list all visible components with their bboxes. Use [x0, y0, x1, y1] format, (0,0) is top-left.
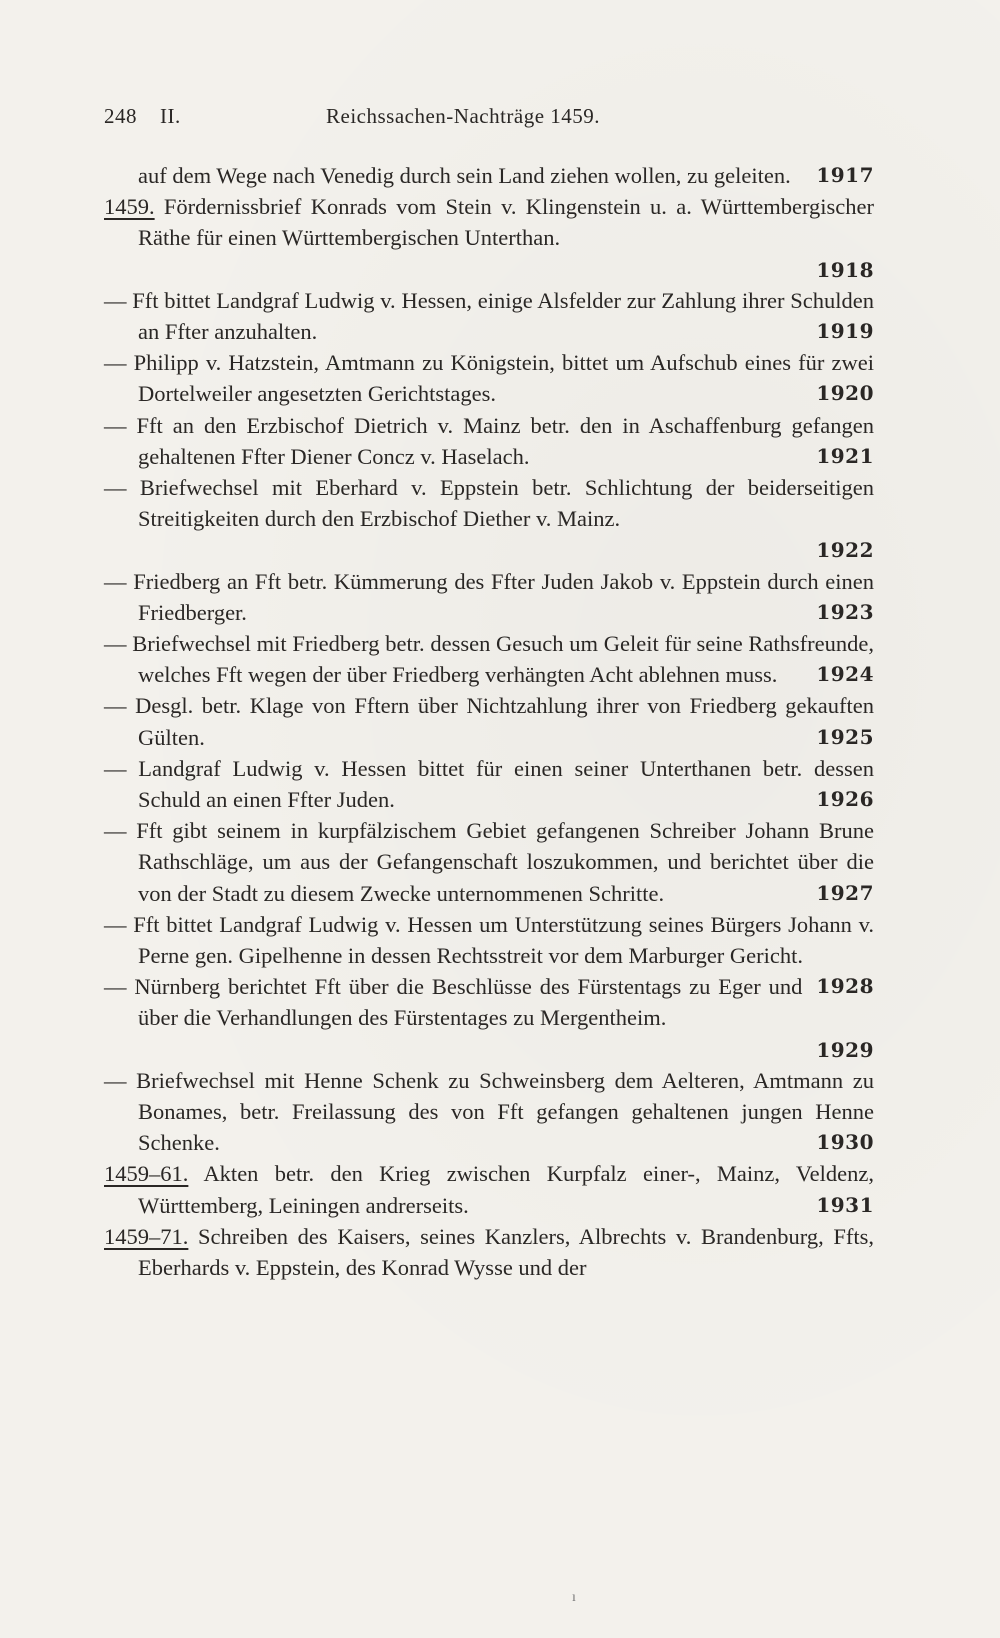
entry-dash: — [104, 911, 127, 937]
entry-number-line [104, 534, 874, 565]
entry-dash: — [104, 1067, 127, 1093]
entry-text: Friedberg an Fft betr. Kümmerung des Ffter Juden Jakob v. Eppstein durch einen Friedberger. [133, 568, 875, 625]
entry-number: 1930 [816, 1130, 874, 1155]
entry-text: Desgl. betr. Klage von Fftern über Nichtzahlung ihrer von Friedberg gekauften Gülten. [135, 693, 874, 750]
entry-body [104, 971, 874, 1033]
entry-text: Fft bittet Landgraf Ludwig v. Hessen, einige Alsfelder zur Zahlung ihrer Schulden an Ffter anzuhalten. [132, 287, 874, 344]
entry-text: Philipp v. Hatzstein, Amtmann zu Königstein, bittet um Aufschub eines für zwei Dortelweiler angesetzten Gerichtstages. [133, 350, 875, 407]
entry-date: 1459–71. [104, 1223, 189, 1249]
entry-text: Fördernissbrief Konrads vom Stein v. Klingenstein u. a. Württembergischer Räthe für einen Württembergischen Unterthan. [138, 194, 874, 251]
entry-dash: — [104, 631, 127, 657]
entry-text: Nürnberg berichtet Fft über die Beschlüsse des Fürstentags zu Eger und über die Verhandlungen des Fürstentages zu Mergentheim. [134, 974, 803, 1031]
entry-dash: — [104, 350, 127, 376]
entry-body [104, 1065, 874, 1159]
entry-body [104, 285, 874, 347]
entry-dash: — [104, 568, 127, 594]
register-entry [104, 1221, 874, 1283]
register-entry [104, 1158, 874, 1220]
register-text [104, 160, 874, 1283]
register-entry [104, 410, 874, 472]
register-entry [104, 285, 874, 347]
entry-body [104, 1221, 874, 1283]
entry-number: 1918 [816, 257, 874, 282]
entry-body [104, 909, 874, 999]
register-entry [104, 971, 874, 1065]
entry-number: 1923 [816, 599, 874, 624]
page-mark: ı [572, 1590, 576, 1605]
entry-body [104, 690, 874, 752]
register-entry [104, 472, 874, 566]
register-entry [104, 628, 874, 690]
entry-number: 1928 [816, 974, 874, 999]
entry-text: Schreiben des Kaisers, seines Kanzlers, Albrechts v. Brandenburg, Ffts, Eberhards v. Eppstein, des Konrad Wysse und der [138, 1223, 874, 1281]
entry-text: auf dem Wege nach Venedig durch sein Land ziehen wollen, zu geleiten. [138, 163, 791, 188]
register-entry [104, 753, 874, 815]
entry-dash: — [104, 412, 127, 438]
entry-number: 1931 [816, 1192, 874, 1217]
register-entry [104, 191, 874, 285]
entry-text: Fft an den Erzbischof Dietrich v. Mainz betr. den in Aschaffenburg gefangen gehaltenen Ffter Diener Concz v. Haselach. [136, 412, 874, 469]
entry-dash: — [104, 475, 127, 501]
entry-text: Briefwechsel mit Friedberg betr. dessen Gesuch um Geleit für seine Rathsfreunde, welches Fft wegen der über Friedberg verhängten Acht ablehnen muss. [132, 631, 875, 688]
continuation-entry [104, 160, 874, 191]
register-entry [104, 566, 874, 628]
entry-body [104, 815, 874, 909]
entry-dash: — [104, 974, 127, 1000]
entry-number: 1927 [816, 880, 874, 905]
entry-number-line [104, 254, 874, 285]
entry-number: 1921 [816, 443, 874, 468]
entry-body [104, 1158, 874, 1220]
entry-text: Fft bittet Landgraf Ludwig v. Hessen um Unterstützung seines Bürgers Johann v. Perne gen. Gipelhenne in dessen Rechtsstreit vor dem Marburger Gericht. [133, 911, 874, 969]
entry-dash: — [104, 818, 127, 844]
entry-dash: — [104, 755, 127, 781]
entry-dash: — [104, 693, 127, 719]
entry-text: Briefwechsel mit Henne Schenk zu Schweinsberg dem Aelteren, Amtmann zu Bonames, betr. Freilassung des von Fft gefangen gehaltenen jungen Henne Schenke. [136, 1067, 874, 1156]
entry-body [104, 628, 874, 690]
entry-body [104, 347, 874, 409]
register-entry [104, 909, 874, 999]
running-title: Reichssachen-Nachträge 1459. [326, 104, 601, 128]
entry-number: 1919 [816, 319, 874, 343]
entry-number: 1925 [816, 724, 874, 749]
entry-text: Akten betr. den Krieg zwischen Kurpfalz einer-, Mainz, Veldenz, Württemberg, Leiningen andrerseits. [138, 1161, 874, 1218]
entry-text: Fft gibt seinem in kurpfälzischem Gebiet gefangenen Schreiber Johann Brune Rathschläge, um aus der Gefangenschaft loszukommen, und berichtet über die von der Stadt zu diesem Zwecke unternommenen Schritte. [136, 818, 875, 906]
page-number: 248 [104, 104, 137, 128]
volume-label: II. [160, 104, 181, 128]
register-entry [104, 690, 874, 752]
entry-body [104, 472, 874, 534]
entry-body [104, 753, 874, 815]
register-entry [104, 347, 874, 409]
page-header [104, 104, 874, 134]
entry-number: 1926 [816, 787, 874, 812]
entry-number: 1920 [816, 381, 874, 406]
register-entry [104, 1065, 874, 1159]
entry-number: 1929 [816, 1037, 874, 1062]
entry-number: 1917 [816, 163, 874, 187]
entry-text: Briefwechsel mit Eberhard v. Eppstein betr. Schlichtung der beiderseitigen Streitigkeiten durch den Erzbischof Diether v. Mainz. [138, 475, 875, 532]
entry-number: 1924 [816, 662, 874, 687]
entry-text: Landgraf Ludwig v. Hessen bittet für einen seiner Unterthanen betr. dessen Schuld an einen Ffter Juden. [138, 755, 875, 813]
entry-number: 1922 [816, 538, 874, 563]
entry-dash: — [104, 287, 127, 313]
register-entry [104, 815, 874, 909]
entry-number-line [104, 1034, 874, 1065]
entry-body [104, 566, 874, 628]
entry-date: 1459–61. [104, 1161, 189, 1187]
entry-date: 1459. [104, 194, 155, 220]
entry-body [104, 410, 874, 472]
entry-body [104, 191, 874, 253]
entry-list [104, 191, 874, 1283]
